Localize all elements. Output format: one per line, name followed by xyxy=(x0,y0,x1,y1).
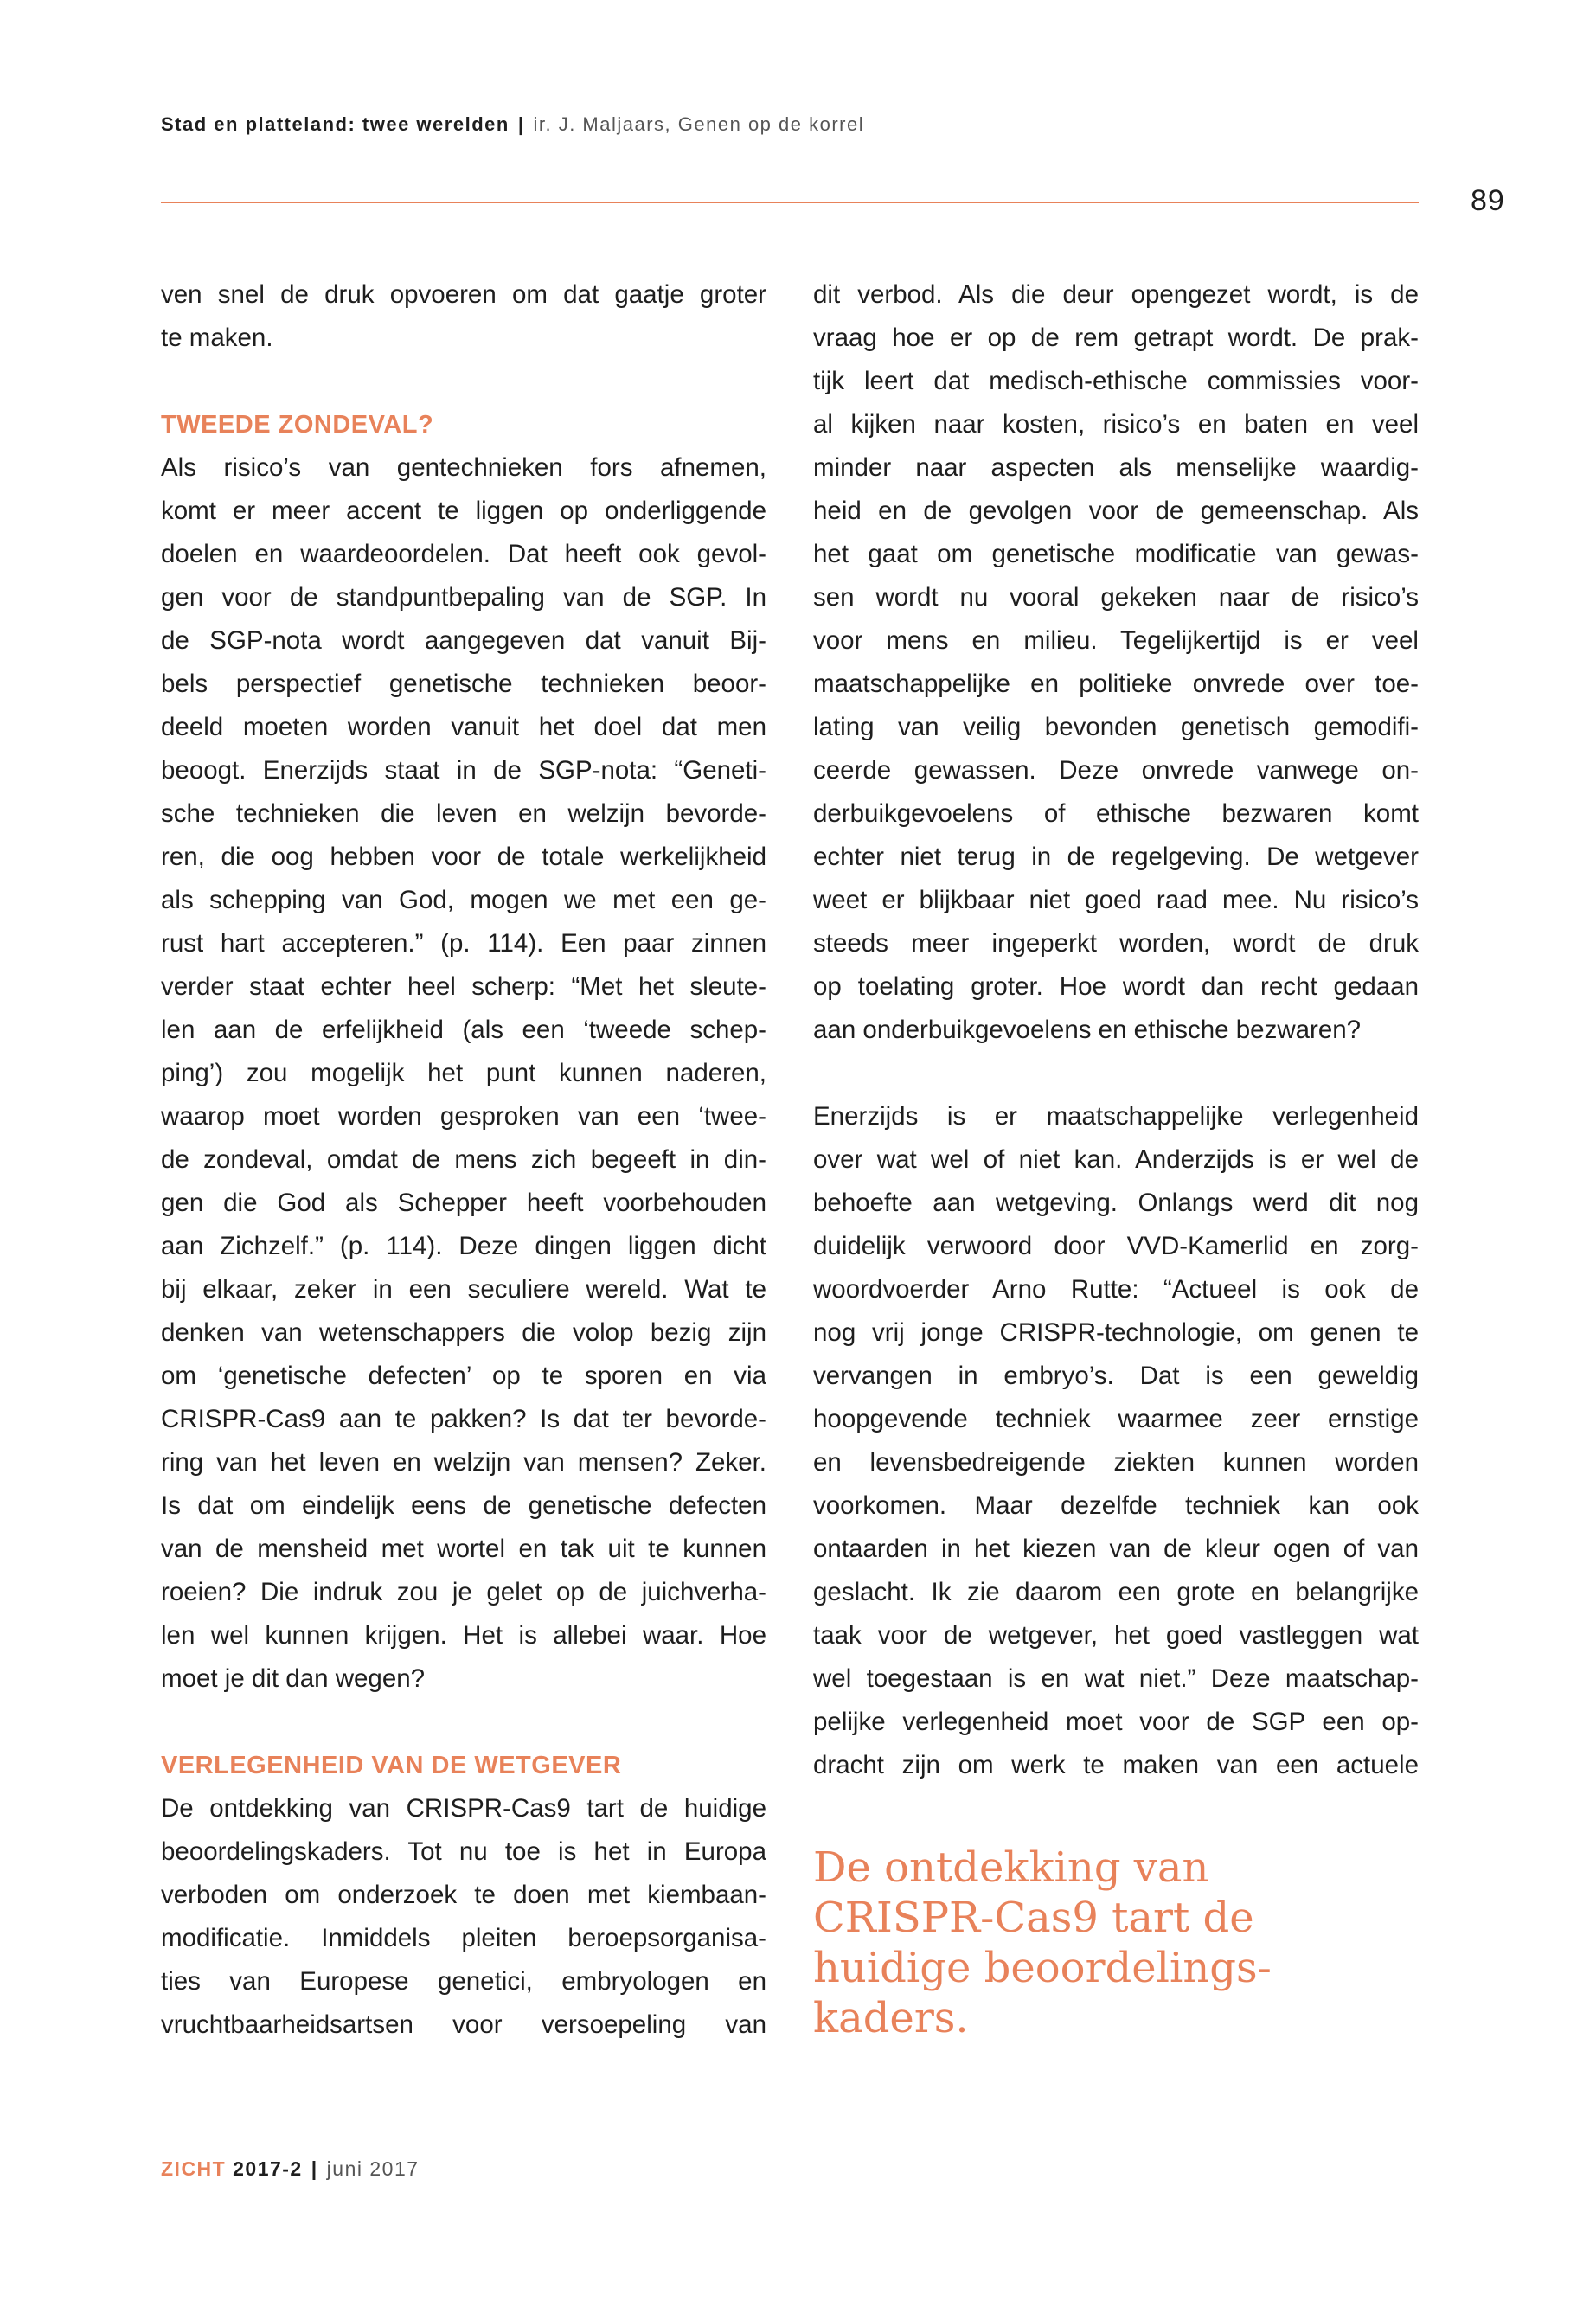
body-line: Enerzijds is er maatschappelijke verlegenheid xyxy=(813,1102,1419,1131)
body-line: Als risico’s van gentechnieken fors afnemen, xyxy=(161,453,766,482)
body-line: dit verbod. Als die deur opengezet wordt, is de xyxy=(813,280,1419,309)
body-line: lating van veilig bevonden genetisch gemodifi- xyxy=(813,713,1419,741)
body-line: minder naar aspecten als menselijke waardig- xyxy=(813,453,1419,482)
section-heading: TWEEDE ZONDEVAL? xyxy=(161,411,434,439)
body-line: duidelijk verwoord door VVD-Kamerlid en zorg- xyxy=(813,1232,1419,1260)
body-line: weet er blijkbaar niet goed raad mee. Nu risico’s xyxy=(813,886,1419,914)
body-line: gen die God als Schepper heeft voorbehouden xyxy=(161,1189,766,1217)
body-line: wel toegestaan is en wat niet.” Deze maatschap- xyxy=(813,1664,1419,1693)
body-line: voorkomen. Maar dezelfde techniek kan ook xyxy=(813,1491,1419,1520)
pull-quote-line: huidige beoordelings- xyxy=(813,1944,1272,1992)
body-line: van de mensheid met wortel en tak uit te kunnen xyxy=(161,1535,766,1563)
body-line: vraag hoe er op de rem getrapt wordt. De prak- xyxy=(813,324,1419,352)
body-line: voor mens en milieu. Tegelijkertijd is er veel xyxy=(813,626,1419,655)
pull-quote-line: CRISPR-Cas9 tart de xyxy=(813,1894,1254,1942)
pull-quote-line: De ontdekking van xyxy=(813,1843,1209,1892)
header-rule xyxy=(161,202,1419,203)
body-line: ring van het leven en welzijn van mensen? Zeker. xyxy=(161,1448,766,1477)
footer-separator: | xyxy=(311,2157,318,2180)
paragraph-gap xyxy=(161,360,766,403)
footer-issue: 2017-2 xyxy=(233,2157,303,2180)
body-line: verder staat echter heel scherp: “Met het sleute- xyxy=(161,972,766,1001)
body-line: Is dat om eindelijk eens de genetische defecten xyxy=(161,1491,766,1520)
body-line: waarop moet worden gesproken van een ‘twee- xyxy=(161,1102,766,1131)
body-line: echter niet terug in de regelgeving. De wetgever xyxy=(813,843,1419,871)
body-line: te maken. xyxy=(161,324,273,352)
body-line: en levensbedreigende ziekten kunnen worden xyxy=(813,1448,1419,1477)
body-line: modificatie. Inmiddels pleiten beroepsorganisa- xyxy=(161,1924,766,1952)
body-line: gen voor de standpuntbepaling van de SGP. In xyxy=(161,583,766,612)
body-line: taak voor de wetgever, het goed vastleggen wat xyxy=(813,1621,1419,1650)
body-line: sen wordt nu vooral gekeken naar de risico’s xyxy=(813,583,1419,612)
body-line: De ontdekking van CRISPR-Cas9 tart de huidige xyxy=(161,1794,766,1823)
body-line: sche technieken die leven en welzijn bevorde- xyxy=(161,799,766,828)
body-line: bij elkaar, zeker in een seculiere wereld. Wat te xyxy=(161,1275,766,1304)
paragraph-gap xyxy=(161,1701,766,1744)
body-line: de zondeval, omdat de mens zich begeeft in din- xyxy=(161,1145,766,1174)
body-line: doelen en waardeoordelen. Dat heeft ook gevol- xyxy=(161,540,766,568)
body-line: behoefte aan wetgeving. Onlangs werd dit nog xyxy=(813,1189,1419,1217)
left-column xyxy=(161,273,766,2047)
body-line: komt er meer accent te liggen op onderliggende xyxy=(161,497,766,525)
body-line: moet je dit dan wegen? xyxy=(161,1664,426,1693)
body-line: len wel kunnen krijgen. Het is allebei waar. Hoe xyxy=(161,1621,766,1650)
body-line: heid en de gevolgen voor de gemeenschap. Als xyxy=(813,497,1419,525)
body-line: ties van Europese genetici, embryologen en xyxy=(161,1967,766,1996)
body-line: len aan de erfelijkheid (als een ‘tweede schep- xyxy=(161,1016,766,1044)
header-author-title: ir. J. Maljaars, Genen op de korrel xyxy=(533,113,865,135)
body-line: beoogt. Enerzijds staat in de SGP-nota: “Geneti- xyxy=(161,756,766,785)
body-line: geslacht. Ik zie daarom een grote en belangrijke xyxy=(813,1578,1419,1606)
running-header xyxy=(161,113,864,136)
body-line: al kijken naar kosten, risico’s en baten en veel xyxy=(813,410,1419,439)
body-line: denken van wetenschappers die volop bezig zijn xyxy=(161,1318,766,1347)
body-line: over wat wel of niet kan. Anderzijds is er wel de xyxy=(813,1145,1419,1174)
body-line: ping’) zou mogelijk het punt kunnen naderen, xyxy=(161,1059,766,1087)
section-heading: VERLEGENHEID VAN DE WETGEVER xyxy=(161,1752,622,1779)
pull-quote xyxy=(813,1843,1419,2043)
body-line: op toelating groter. Hoe wordt dan recht gedaan xyxy=(813,972,1419,1001)
body-line: maatschappelijke en politieke onvrede over toe- xyxy=(813,670,1419,698)
body-line: ren, die oog hebben voor de totale werkelijkheid xyxy=(161,843,766,871)
body-line: aan Zichzelf.” (p. 114). Deze dingen liggen dicht xyxy=(161,1232,766,1260)
page-number: 89 xyxy=(1471,184,1505,217)
body-line: ontaarden in het kiezen van de kleur ogen of van xyxy=(813,1535,1419,1563)
body-line: als schepping van God, mogen we met een ge- xyxy=(161,886,766,914)
footer-magazine: ZICHT xyxy=(161,2157,227,2180)
body-line: derbuikgevoelens of ethische bezwaren komt xyxy=(813,799,1419,828)
body-line: pelijke verlegenheid moet voor de SGP een op- xyxy=(813,1708,1419,1736)
body-line: tijk leert dat medisch-ethische commissies voor- xyxy=(813,367,1419,395)
body-line: vruchtbaarheidsartsen voor versoepeling van xyxy=(161,2010,766,2039)
body-line: dracht zijn om werk te maken van een actuele xyxy=(813,1751,1419,1779)
body-line: nog vrij jonge CRISPR-technologie, om genen te xyxy=(813,1318,1419,1347)
body-line: roeien? Die indruk zou je gelet op de juichverha- xyxy=(161,1578,766,1606)
pull-quote-line: kaders. xyxy=(813,1994,969,2042)
header-separator: | xyxy=(517,113,525,135)
body-line: het gaat om genetische modificatie van gewas- xyxy=(813,540,1419,568)
body-line: steeds meer ingeperkt worden, wordt de druk xyxy=(813,929,1419,958)
body-line: CRISPR-Cas9 aan te pakken? Is dat ter bevorde- xyxy=(161,1405,766,1433)
body-line: de SGP-nota wordt aangegeven dat vanuit Bij- xyxy=(161,626,766,655)
paragraph-gap xyxy=(813,1052,1419,1095)
body-line: beoordelingskaders. Tot nu toe is het in Europa xyxy=(161,1837,766,1866)
body-line: ceerde gewassen. Deze onvrede vanwege on- xyxy=(813,756,1419,785)
body-line: hoopgevende techniek waarmee zeer ernstige xyxy=(813,1405,1419,1433)
page-footer xyxy=(161,2157,420,2181)
footer-date: juni 2017 xyxy=(326,2157,420,2180)
body-line: om ‘genetische defecten’ op te sporen en via xyxy=(161,1362,766,1390)
header-section-title: Stad en platteland: twee werelden xyxy=(161,113,510,135)
right-column xyxy=(813,273,1419,1787)
body-line: vervangen in embryo’s. Dat is een geweldig xyxy=(813,1362,1419,1390)
body-line: deeld moeten worden vanuit het doel dat men xyxy=(161,713,766,741)
body-line: bels perspectief genetische technieken beoor- xyxy=(161,670,766,698)
body-line: verboden om onderzoek te doen met kiembaan- xyxy=(161,1881,766,1909)
body-line: aan onderbuikgevoelens en ethische bezwaren? xyxy=(813,1016,1362,1044)
body-line: woordvoerder Arno Rutte: “Actueel is ook de xyxy=(813,1275,1419,1304)
body-line: rust hart accepteren.” (p. 114). Een paar zinnen xyxy=(161,929,766,958)
body-line: ven snel de druk opvoeren om dat gaatje groter xyxy=(161,280,766,309)
